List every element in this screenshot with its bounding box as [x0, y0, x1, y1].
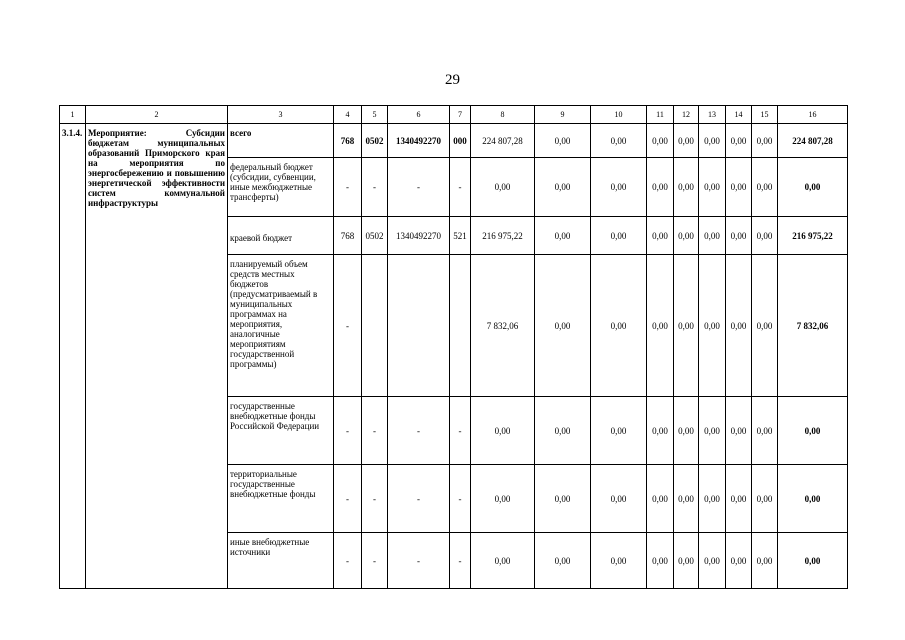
value-cell-col-9: 0,00: [535, 158, 591, 217]
value-cell-col-10: 0,00: [591, 533, 647, 589]
header-cell: 7: [450, 106, 471, 124]
value-cell-col-12: 0,00: [674, 124, 699, 158]
value-cell-col-13: 0,00: [699, 158, 726, 217]
header-cell: 14: [726, 106, 752, 124]
value-cell-col-9: 0,00: [535, 124, 591, 158]
funding-source: планируемый объем средств местных бюджетов (предусматриваемый в муниципальных программах на мероприятия, аналогичные мероприятиям государственной программы): [228, 255, 334, 397]
value-cell-col-7: -: [450, 397, 471, 465]
value-cell-col-14: 0,00: [726, 533, 752, 589]
header-cell: 3: [228, 106, 334, 124]
value-cell-col-6: [388, 255, 450, 397]
header-cell: 13: [699, 106, 726, 124]
value-cell-col-15: 0,00: [752, 255, 778, 397]
value-cell-col-10: 0,00: [591, 124, 647, 158]
value-cell-col-14: 0,00: [726, 158, 752, 217]
value-cell-col-4: 768: [334, 217, 362, 255]
funding-source: государственные внебюджетные фонды Российской Федерации: [228, 397, 334, 465]
value-cell-col-12: 0,00: [674, 397, 699, 465]
value-cell-col-11: 0,00: [647, 255, 674, 397]
value-cell-col-14: 0,00: [726, 465, 752, 533]
header-cell: 16: [778, 106, 848, 124]
value-cell-col-16: 0,00: [778, 158, 848, 217]
table-row: [60, 124, 848, 158]
value-cell-col-11: 0,00: [647, 397, 674, 465]
value-cell-col-10: 0,00: [591, 158, 647, 217]
value-cell-col-4: -: [334, 255, 362, 397]
funding-source: краевой бюджет: [228, 217, 334, 255]
value-cell-col-15: 0,00: [752, 465, 778, 533]
activity-name: Мероприятие: Субсидии бюджетам муниципальных образований Приморского края на мероприятия по энергосбережению и повышению энергетической эффективности систем коммунальной инфраструктуры: [86, 124, 228, 589]
value-cell-col-8: 216 975,22: [471, 217, 535, 255]
value-cell-col-5: -: [362, 465, 388, 533]
value-cell-col-9: 0,00: [535, 397, 591, 465]
value-cell-col-14: 0,00: [726, 255, 752, 397]
value-cell-col-7: -: [450, 465, 471, 533]
header-cell: 6: [388, 106, 450, 124]
value-cell-col-4: -: [334, 533, 362, 589]
value-cell-col-5: [362, 255, 388, 397]
value-cell-col-7: 000: [450, 124, 471, 158]
value-cell-col-5: 0502: [362, 217, 388, 255]
value-cell-col-12: 0,00: [674, 255, 699, 397]
value-cell-col-6: -: [388, 397, 450, 465]
value-cell-col-7: -: [450, 158, 471, 217]
value-cell-col-5: 0502: [362, 124, 388, 158]
value-cell-col-7: 521: [450, 217, 471, 255]
value-cell-col-16: 216 975,22: [778, 217, 848, 255]
value-cell-col-12: 0,00: [674, 533, 699, 589]
activity-code: 3.1.4.: [60, 124, 86, 589]
value-cell-col-8: 224 807,28: [471, 124, 535, 158]
value-cell-col-13: 0,00: [699, 255, 726, 397]
value-cell-col-6: -: [388, 533, 450, 589]
funding-source: территориальные государственные внебюджетные фонды: [228, 465, 334, 533]
value-cell-col-5: -: [362, 397, 388, 465]
value-cell-col-15: 0,00: [752, 124, 778, 158]
funding-source: федеральный бюджет (субсидии, субвенции, иные межбюджетные трансферты): [228, 158, 334, 217]
value-cell-col-13: 0,00: [699, 124, 726, 158]
value-cell-col-14: 0,00: [726, 217, 752, 255]
header-cell: 9: [535, 106, 591, 124]
value-cell-col-12: 0,00: [674, 158, 699, 217]
header-row: [60, 106, 848, 124]
header-cell: 2: [86, 106, 228, 124]
value-cell-col-12: 0,00: [674, 465, 699, 533]
value-cell-col-10: 0,00: [591, 255, 647, 397]
value-cell-col-11: 0,00: [647, 465, 674, 533]
value-cell-col-8: 0,00: [471, 158, 535, 217]
value-cell-col-9: 0,00: [535, 217, 591, 255]
header-cell: 15: [752, 106, 778, 124]
value-cell-col-11: 0,00: [647, 533, 674, 589]
budget-table: [59, 105, 848, 589]
value-cell-col-7: [450, 255, 471, 397]
header-cell: 10: [591, 106, 647, 124]
value-cell-col-14: 0,00: [726, 124, 752, 158]
value-cell-col-4: 768: [334, 124, 362, 158]
value-cell-col-10: 0,00: [591, 465, 647, 533]
value-cell-col-5: -: [362, 158, 388, 217]
header-cell: 12: [674, 106, 699, 124]
value-cell-col-9: 0,00: [535, 465, 591, 533]
value-cell-col-12: 0,00: [674, 217, 699, 255]
value-cell-col-8: 0,00: [471, 465, 535, 533]
value-cell-col-4: -: [334, 397, 362, 465]
value-cell-col-14: 0,00: [726, 397, 752, 465]
value-cell-col-15: 0,00: [752, 533, 778, 589]
value-cell-col-15: 0,00: [752, 158, 778, 217]
value-cell-col-16: 7 832,06: [778, 255, 848, 397]
value-cell-col-6: 1340492270: [388, 217, 450, 255]
header-cell: 5: [362, 106, 388, 124]
value-cell-col-5: -: [362, 533, 388, 589]
value-cell-col-9: 0,00: [535, 255, 591, 397]
value-cell-col-11: 0,00: [647, 124, 674, 158]
value-cell-col-16: 0,00: [778, 533, 848, 589]
value-cell-col-16: 0,00: [778, 397, 848, 465]
value-cell-col-11: 0,00: [647, 158, 674, 217]
funding-source: иные внебюджетные источники: [228, 533, 334, 589]
value-cell-col-16: 224 807,28: [778, 124, 848, 158]
header-cell: 4: [334, 106, 362, 124]
value-cell-col-13: 0,00: [699, 533, 726, 589]
value-cell-col-6: -: [388, 465, 450, 533]
value-cell-col-8: 0,00: [471, 533, 535, 589]
value-cell-col-8: 7 832,06: [471, 255, 535, 397]
value-cell-col-7: -: [450, 533, 471, 589]
value-cell-col-10: 0,00: [591, 397, 647, 465]
header-cell: 11: [647, 106, 674, 124]
value-cell-col-13: 0,00: [699, 397, 726, 465]
value-cell-col-13: 0,00: [699, 465, 726, 533]
header-cell: 1: [60, 106, 86, 124]
value-cell-col-15: 0,00: [752, 397, 778, 465]
value-cell-col-10: 0,00: [591, 217, 647, 255]
value-cell-col-4: -: [334, 158, 362, 217]
value-cell-col-15: 0,00: [752, 217, 778, 255]
value-cell-col-11: 0,00: [647, 217, 674, 255]
header-cell: 8: [471, 106, 535, 124]
page-number: 29: [445, 72, 460, 88]
value-cell-col-16: 0,00: [778, 465, 848, 533]
value-cell-col-6: 1340492270: [388, 124, 450, 158]
value-cell-col-13: 0,00: [699, 217, 726, 255]
value-cell-col-6: -: [388, 158, 450, 217]
funding-source: всего: [228, 124, 334, 158]
value-cell-col-4: -: [334, 465, 362, 533]
value-cell-col-8: 0,00: [471, 397, 535, 465]
value-cell-col-9: 0,00: [535, 533, 591, 589]
